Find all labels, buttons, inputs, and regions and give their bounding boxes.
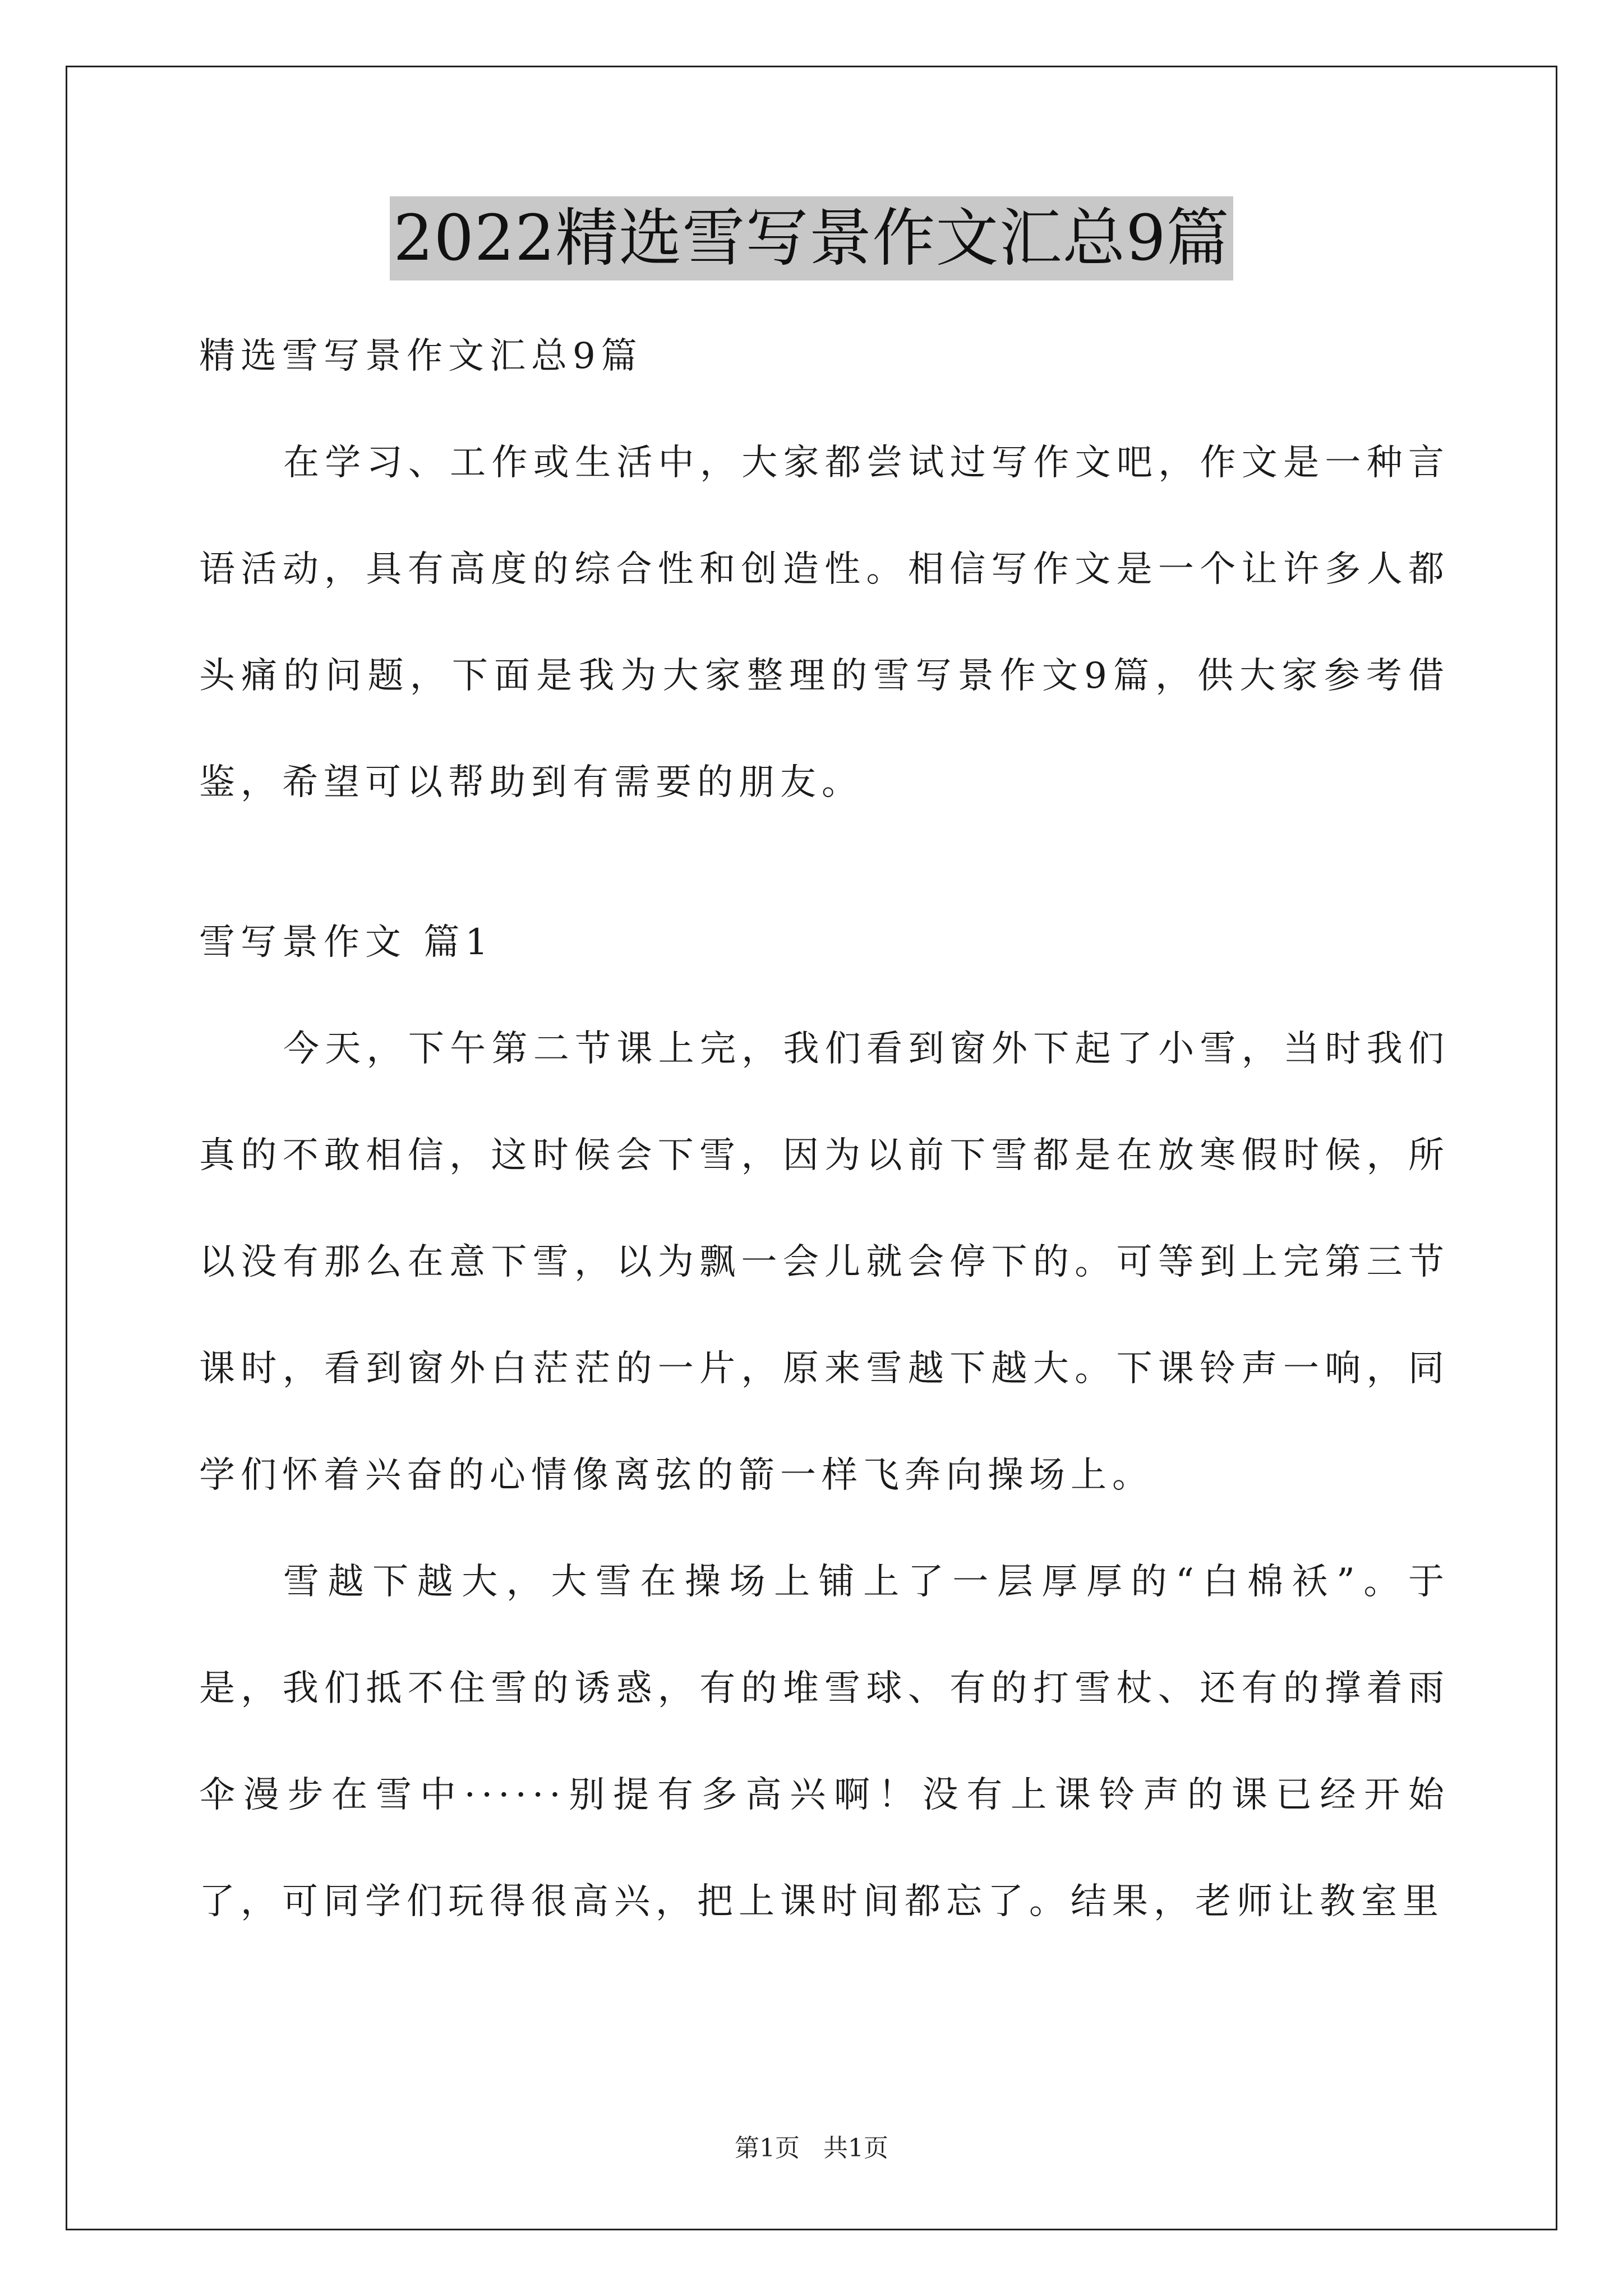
title-container <box>0 196 1623 280</box>
section-heading: 雪写景作文 篇1 <box>199 922 494 963</box>
intro-paragraph: 在学习、工作或生活中，大家都尝试过写作文吧，作文是一种言语活动，具有高度的综合性和创造性。相信写作文是一个让许多人都头痛的问题，下面是我为大家整理的雪写景作文9篇，供大家参考借鉴，希望可以帮助到有需要的朋友。 <box>199 442 1450 803</box>
subtitle: 精选雪写景作文汇总9篇 <box>199 335 643 377</box>
page-number: 第1页 共1页 <box>735 2134 888 2162</box>
document-body <box>199 303 1450 1955</box>
page-footer <box>0 2132 1623 2165</box>
paragraph: 雪越下越大，大雪在操场上铺上了一层厚厚的“白棉袄”。于是，我们抵不住雪的诱惑，有的堆雪球、有的打雪杖、还有的撑着雨伞漫步在雪中······别提有多高兴啊！没有上课铃声的课已经开始了，可同学们玩得很高兴，把上课时间都忘了。结果，老师让教室里 <box>199 1561 1450 1922</box>
paragraph: 今天，下午第二节课上完，我们看到窗外下起了小雪，当时我们真的不敢相信，这时候会下雪，因为以前下雪都是在放寒假时候，所以没有那么在意下雪，以为飘一会儿就会停下的。可等到上完第三节课时，看到窗外白茫茫的一片，原来雪越下越大。下课铃声一响，同学们怀着兴奋的心情像离弦的箭一样飞奔向操场上。 <box>199 1028 1450 1496</box>
document-title: 2022精选雪写景作文汇总9篇 <box>390 196 1233 280</box>
